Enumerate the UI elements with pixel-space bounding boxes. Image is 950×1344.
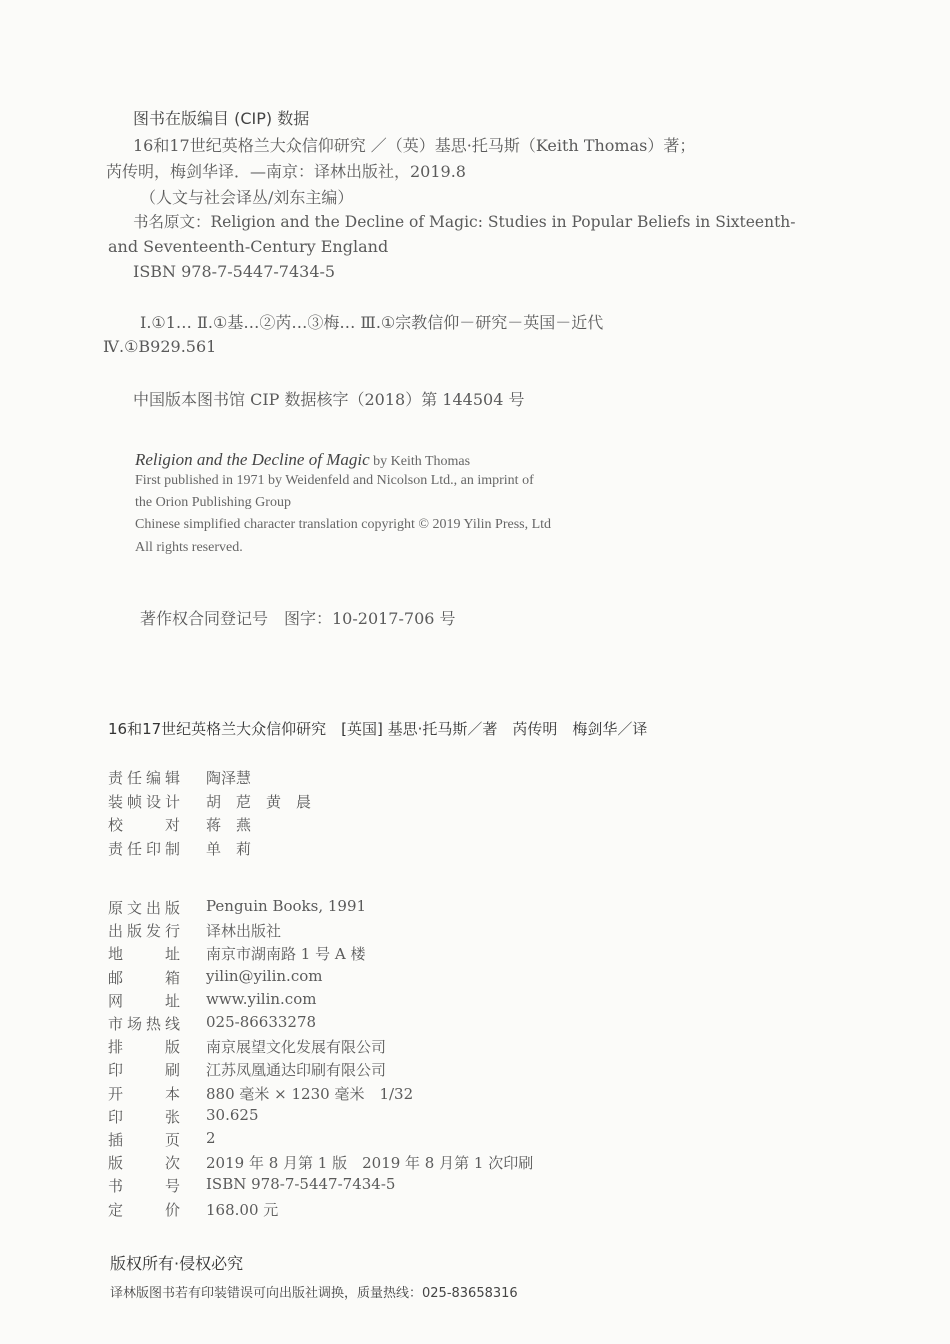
- english-author: by Keith Thomas: [369, 454, 471, 469]
- staff-row-label: [108, 791, 180, 812]
- publication-row-label: [108, 990, 180, 1011]
- publication-row-label: [108, 897, 180, 918]
- label-char: 开: [108, 1084, 124, 1103]
- publication-row-label: [108, 920, 180, 941]
- publication-row-label: [108, 1175, 180, 1196]
- publication-row: [108, 1059, 608, 1082]
- label-char: 版: [126, 922, 142, 941]
- publication-row: [108, 1106, 608, 1129]
- publication-row: [108, 920, 608, 943]
- label-char: 场: [126, 1015, 142, 1033]
- publication-row-value: 南京市湖南路 1 号 A 楼: [206, 945, 366, 964]
- publication-row-value: 2: [206, 1129, 216, 1147]
- publication-row: [108, 1175, 608, 1198]
- staff-row: [108, 814, 508, 838]
- cip-classification-number: Ⅳ.①B929.561: [103, 337, 217, 356]
- label-char: 印: [108, 1107, 124, 1126]
- english-book-title: Religion and the Decline of Magic: [135, 450, 370, 469]
- publication-row: [108, 990, 608, 1013]
- publication-row: [108, 1129, 608, 1152]
- label-char: 号: [164, 1177, 180, 1196]
- publication-row-value: www.yilin.com: [206, 989, 317, 1008]
- publication-row-value: yilin@yilin.com: [206, 966, 323, 985]
- label-char: 次: [164, 1154, 180, 1173]
- publication-row-value: 译林出版社: [206, 922, 282, 941]
- label-char: 原: [108, 899, 124, 917]
- label-char: 定: [108, 1200, 124, 1219]
- publication-row: [108, 1036, 608, 1059]
- label-char: 书: [108, 1177, 124, 1196]
- english-line-3: Chinese simplified character translation copyright © 2019 Yilin Press, Ltd: [135, 517, 552, 532]
- publication-details: [108, 897, 608, 1227]
- cip-verification: 中国版本图书馆 CIP 数据核字（2018）第 144504 号: [133, 390, 525, 409]
- label-char: 辑: [164, 769, 180, 787]
- cip-classification: Ⅰ.①1… Ⅱ.①基…②芮…③梅… Ⅲ.①宗教信仰－研究－英国－近代: [140, 313, 604, 332]
- label-char: 任: [126, 839, 142, 858]
- english-title-line: [135, 450, 470, 470]
- label-char: 排: [108, 1038, 124, 1057]
- label-char: 任: [126, 769, 142, 787]
- publication-row-value: Penguin Books, 1991: [206, 897, 367, 915]
- label-char: 版: [108, 1154, 124, 1173]
- cip-heading: 图书在版编目 (CIP) 数据: [133, 109, 310, 128]
- staff-row-value: 蒋 燕: [206, 816, 252, 834]
- staff-row: [108, 838, 508, 862]
- cip-line-3: （人文与社会译丛/刘东主编）: [140, 188, 354, 207]
- label-char: 址: [164, 945, 180, 964]
- label-char: 制: [164, 839, 180, 858]
- label-char: 计: [164, 792, 180, 811]
- label-char: 设: [145, 792, 161, 811]
- staff-row-label: [108, 767, 180, 788]
- publication-row-label: [108, 1199, 180, 1220]
- label-char: 行: [164, 922, 180, 941]
- label-char: 版: [164, 899, 180, 917]
- publication-row-label: [108, 1083, 180, 1104]
- publication-row-value: 30.625: [206, 1105, 259, 1124]
- publication-row-label: [108, 1036, 180, 1057]
- staff-credits: [108, 767, 508, 867]
- label-char: 市: [108, 1015, 124, 1033]
- label-char: 插: [108, 1131, 124, 1149]
- label-char: 址: [164, 991, 180, 1010]
- publication-row-label: [108, 1152, 180, 1173]
- label-char: 编: [145, 769, 161, 787]
- label-char: 发: [145, 922, 161, 941]
- publication-row: [108, 1083, 608, 1106]
- rights-reserved: 版权所有·侵权必究: [110, 1254, 244, 1273]
- english-line-4: All rights reserved.: [135, 540, 243, 555]
- label-char: 地: [108, 945, 124, 964]
- staff-row-value: 单 莉: [206, 839, 252, 858]
- staff-row-label: [108, 814, 180, 835]
- label-char: 本: [164, 1084, 180, 1103]
- publication-row-value: 江苏凤凰通达印刷有限公司: [206, 1061, 387, 1080]
- publication-row-value: 2019 年 8 月第 1 版 2019 年 8 月第 1 次印刷: [206, 1154, 534, 1173]
- label-char: 文: [126, 899, 142, 917]
- publication-row-label: [108, 1059, 180, 1080]
- label-char: 网: [108, 991, 124, 1010]
- staff-row: [108, 791, 508, 815]
- label-char: 对: [164, 816, 180, 834]
- label-char: 出: [108, 922, 124, 941]
- label-char: 印: [145, 839, 161, 858]
- publication-row-label: [108, 1013, 180, 1034]
- publication-row: [108, 967, 608, 990]
- cip-isbn: ISBN 978-7-5447-7434-5: [133, 262, 336, 281]
- label-char: 张: [164, 1107, 180, 1126]
- label-char: 刷: [164, 1061, 180, 1080]
- contract-registration: 著作权合同登记号 图字：10-2017-706 号: [140, 609, 456, 628]
- cip-line-2: 芮传明，梅剑华译．—南京：译林出版社，2019.8: [106, 162, 466, 181]
- publication-row: [108, 897, 608, 920]
- label-char: 印: [108, 1061, 124, 1080]
- publication-row-value: 880 毫米 × 1230 毫米 1/32: [206, 1084, 414, 1103]
- publication-row-value: 168.00 元: [206, 1200, 279, 1219]
- publication-row-value: 025-86633278: [206, 1013, 317, 1031]
- label-char: 责: [108, 839, 124, 858]
- publication-row-label: [108, 967, 180, 988]
- label-char: 帧: [126, 792, 142, 811]
- publication-row-label: [108, 943, 180, 964]
- publication-row-label: [108, 1129, 180, 1150]
- label-char: 责: [108, 769, 124, 787]
- label-char: 价: [164, 1200, 180, 1219]
- cip-line-1: 16和17世纪英格兰大众信仰研究 ／（英）基思·托马斯（Keith Thomas）著；: [133, 136, 696, 155]
- book-title-bar: 16和17世纪英格兰大众信仰研究 [英国] 基思·托马斯／著 芮传明 梅剑华／译: [108, 720, 648, 738]
- english-line-2: the Orion Publishing Group: [135, 495, 291, 510]
- quality-hotline-notice: 译林版图书若有印装错误可向出版社调换，质量热线：025-83658316: [110, 1286, 518, 1301]
- label-char: 线: [164, 1015, 180, 1033]
- label-char: 版: [164, 1038, 180, 1057]
- publication-row: [108, 1199, 608, 1222]
- publication-row: [108, 1152, 608, 1175]
- staff-row-value: 胡 苨 黄 晨: [206, 792, 312, 811]
- staff-row: [108, 767, 508, 791]
- publication-row-label: [108, 1106, 180, 1127]
- label-char: 装: [108, 792, 124, 811]
- cip-line-5: and Seventeenth-Century England: [108, 237, 389, 256]
- label-char: 出: [145, 899, 161, 917]
- staff-row-label: [108, 838, 180, 859]
- label-char: 页: [164, 1131, 180, 1149]
- label-char: 邮: [108, 968, 124, 987]
- cip-line-4: 书名原文：Religion and the Decline of Magic: Studies in Popular Beliefs in Sixteenth-: [133, 213, 796, 231]
- publication-row-value: 南京展望文化发展有限公司: [206, 1038, 387, 1057]
- staff-row-value: 陶泽慧: [206, 769, 252, 787]
- publication-row-value: ISBN 978-7-5447-7434-5: [206, 1175, 396, 1194]
- publication-row: [108, 943, 608, 966]
- label-char: 热: [145, 1015, 161, 1033]
- label-char: 箱: [164, 968, 180, 987]
- publication-row: [108, 1013, 608, 1036]
- label-char: 校: [108, 816, 124, 834]
- english-line-1: First published in 1971 by Weidenfeld and Nicolson Ltd., an imprint of: [135, 473, 534, 488]
